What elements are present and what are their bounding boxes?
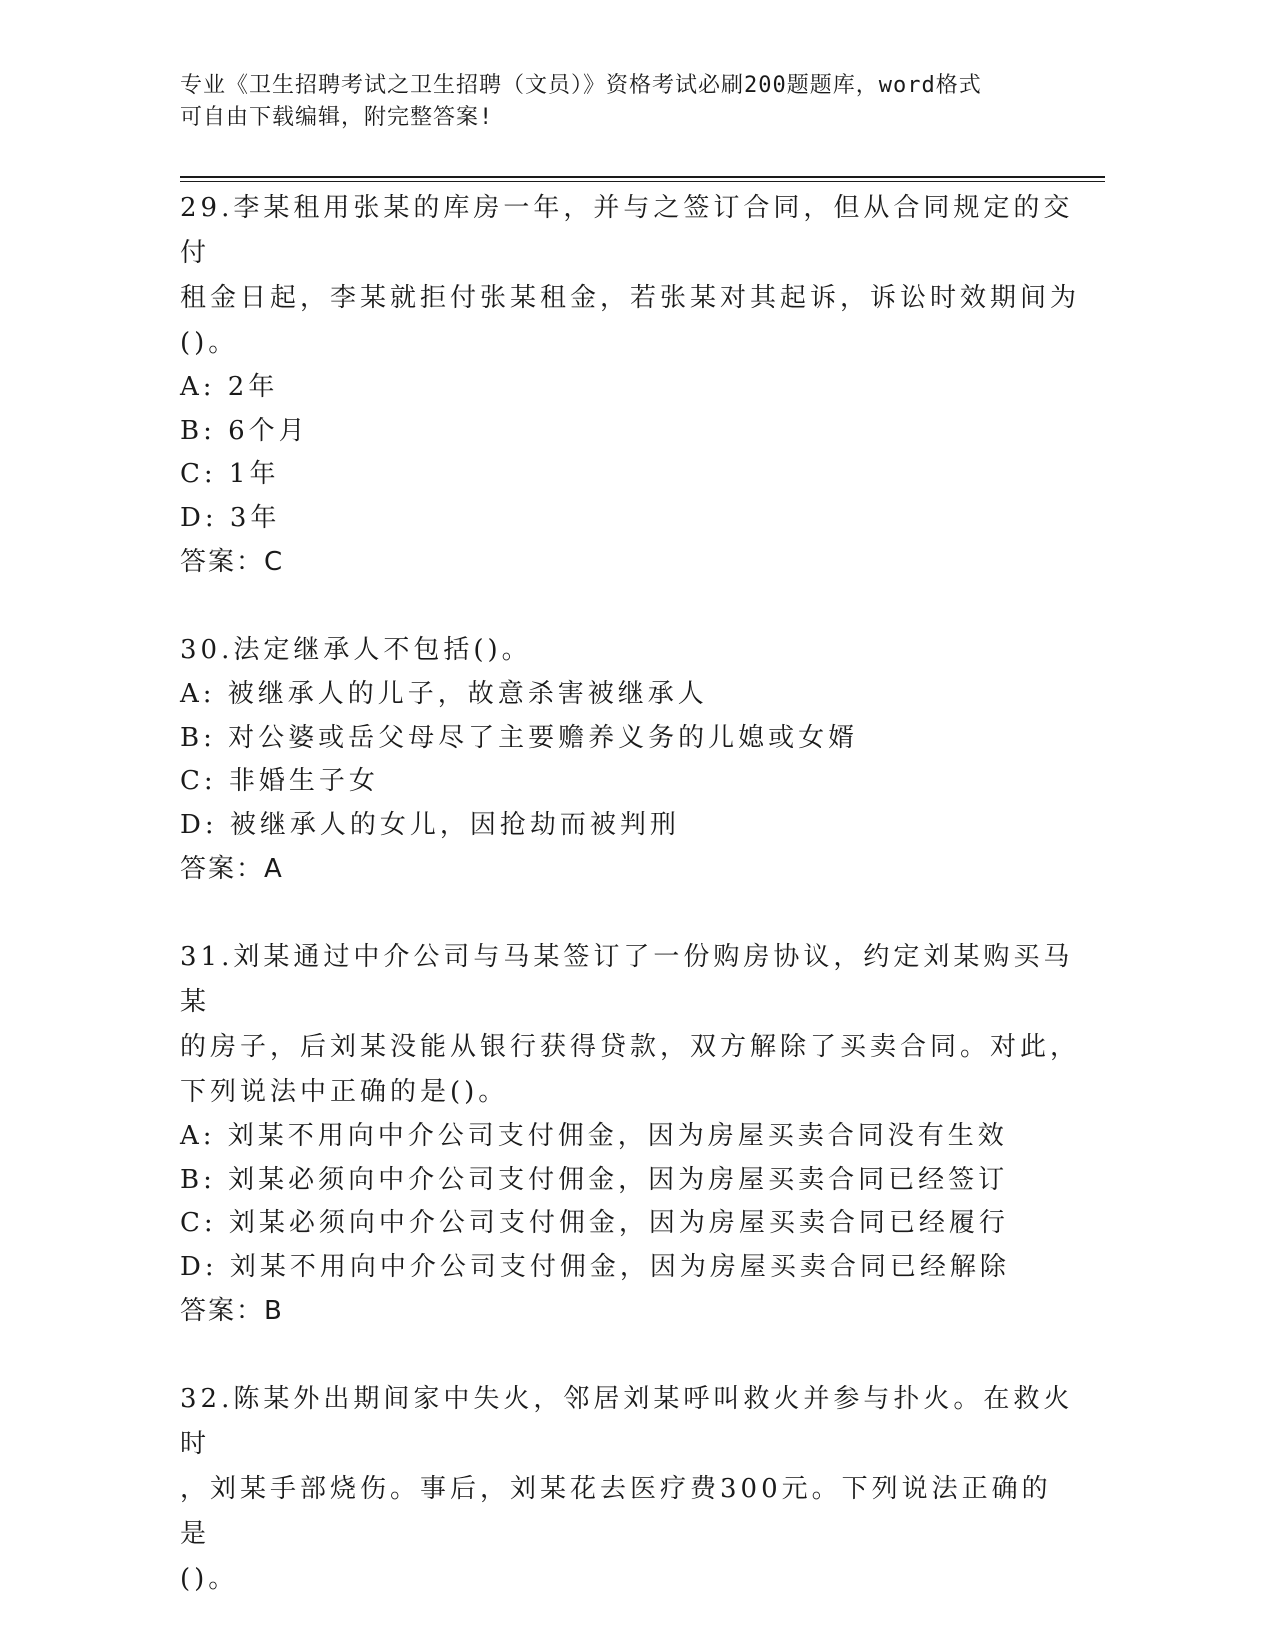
question-stem: 31.刘某通过中介公司与马某签订了一份购房协议，约定刘某购买马某 [180, 942, 1074, 1017]
answer: 答案：B [180, 1296, 284, 1326]
spacer [180, 891, 1080, 935]
option-c: C: 1年 [180, 459, 280, 489]
option-c: C: 刘某必须向中介公司支付佣金，因为房屋买卖合同已经履行 [180, 1208, 1009, 1238]
option-b: B: 对公婆或岳父母尽了主要赡养义务的儿媳或女婿 [180, 722, 859, 753]
question-stem: ()。 [180, 1564, 239, 1594]
answer: 答案：A [180, 854, 284, 884]
option-b: B: 6个月 [180, 415, 309, 446]
question-30 [180, 628, 1080, 891]
option-a: A: 刘某不用向中介公司支付佣金，因为房屋买卖合同没有生效 [180, 1121, 1008, 1151]
question-stem: 的房子，后刘某没能从银行获得贷款，双方解除了买卖合同。对此， [180, 1032, 1081, 1062]
question-list [180, 186, 1080, 1602]
question-stem: 30.法定继承人不包括()。 [180, 635, 532, 665]
header-line-2: 可自由下载编辑，附完整答案! [180, 105, 494, 130]
header-divider [180, 176, 1105, 182]
option-d: D: 被继承人的女儿，因抢劫而被判刑 [180, 809, 680, 840]
header-line-1: 专业《卫生招聘考试之卫生招聘（文员）》资格考试必刷200题题库，word格式 [180, 73, 982, 98]
option-b: B: 刘某必须向中介公司支付佣金，因为房屋买卖合同已经签订 [180, 1164, 1009, 1195]
spacer [180, 1333, 1080, 1377]
option-d: D: 3年 [180, 502, 281, 533]
option-a: A: 被继承人的儿子，故意杀害被继承人 [180, 679, 708, 709]
question-32 [180, 1377, 1080, 1602]
question-stem: ，刘某手部烧伤。事后，刘某花去医疗费300元。下列说法正确的是 [180, 1474, 1052, 1549]
option-a: A: 2年 [180, 372, 279, 402]
option-c: C: 非婚生子女 [180, 766, 379, 796]
question-stem: 下列说法中正确的是()。 [180, 1077, 509, 1107]
question-stem: 租金日起，李某就拒付张某租金，若张某对其起诉，诉讼时效期间为 [180, 283, 1081, 313]
question-29 [180, 186, 1080, 584]
question-31 [180, 935, 1080, 1333]
question-stem: 32.陈某外出期间家中失火，邻居刘某呼叫救火并参与扑火。在救火时 [180, 1384, 1074, 1459]
question-stem: 29.李某租用张某的库房一年，并与之签订合同，但从合同规定的交付 [180, 193, 1074, 268]
question-stem: ()。 [180, 328, 239, 358]
document-header [180, 70, 1040, 134]
spacer [180, 584, 1080, 628]
option-d: D: 刘某不用向中介公司支付佣金，因为房屋买卖合同已经解除 [180, 1251, 1010, 1282]
answer: 答案：C [180, 547, 285, 577]
